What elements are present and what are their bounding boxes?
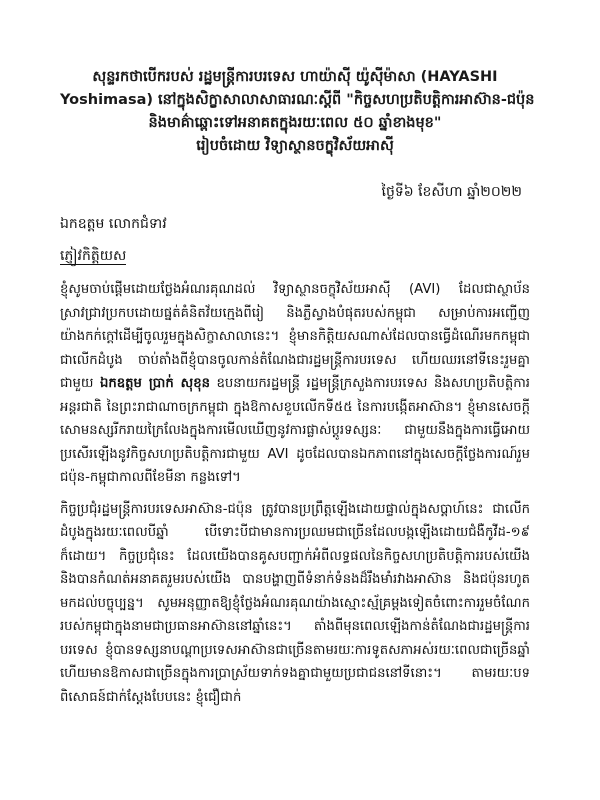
paragraph-1 bbox=[60, 278, 530, 490]
title-line-2: Yoshimasa) នៅក្នុងសិក្ខាសាលាសាធារណៈស្តីពី "កិច្ចសហប្រតិបត្តិការអាស៊ាន-ជប៉ុន bbox=[60, 92, 535, 108]
title-line-3: និងមាគ៌ាឆ្ពោះទៅអនាគតក្នុងរយៈពេល ៥០ ឆ្នាំខាងមុខ" bbox=[148, 115, 442, 131]
paragraph-1-part-1: ខ្ញុំសូមចាប់ផ្តើមដោយថ្លែងអំណរគុណដល់ វិទ្យាស្ថានចក្ខុវិស័យអាស៊ី (AVI) ដែលជាស្ថាប័នស្រាវជ្រាវប្រកបដោយផ្នត់គំនិតវ័យក្មេងពីរៀ និងភ្លឺស្វាងបំផុតរបស់កម្ពុជា សម្រាប់ការអញ្ជើញយ៉ាងកក់ក្តៅដើម្បីចូលរួមក្នុងសិក្ខាសាលានេះ។ ខ្ញុំមានកិត្តិយសណាស់ដែលបានធ្វើដំណើរមកកម្ពុជាជាលើកដំបូង ចាប់តាំងពីខ្ញុំបានចូលកាន់តំណែងជារដ្ឋមន្ត្រីការបរទេស ហើយឈរនៅទីនេះរួមគ្នាជាមួយ bbox=[60, 282, 530, 391]
salutation-guests bbox=[60, 246, 530, 266]
paragraph-1-part-2: ឧបនាយករដ្ឋមន្ត្រី រដ្ឋមន្ត្រីក្រសួងការបរទេស និងសហប្រតិបត្តិការអន្តរជាតិ នៃព្រះរាជាណាចក្រកម្ពុជា ក្នុងឱកាសខួបលើកទី៥៥ នៃការបង្កើតអាស៊ាន។ ខ្ញុំមានសេចក្តីសោមនស្សរីករាយក្រៃលែងក្នុងការមើលឃើញនូវការផ្លាស់ប្តូរទស្សនៈ ជាមួយនឹងក្នុងការធ្វើអោយប្រសើរឡើងនូវកិច្ចសហប្រតិបត្តិការជាមួយ AVI ដូចដែលបានឯកភាពនៅក្នុងសេចក្តីថ្លែងការណ៍រួមជប៉ុន-កម្ពុជាកាលពីខែមីនា កន្លងទៅ។ bbox=[60, 376, 530, 485]
paragraph-2: កិច្ចប្រជុំរដ្ឋមន្ត្រីការបរទេសអាស៊ាន-ជប៉ុន ត្រូវបានប្រព្រឹត្តឡើងដោយផ្ទាល់ក្នុងសប្តាហ៍នេះ ជាលើកដំបូងក្នុងរយៈពេលបីឆ្នាំ បើទោះបីជាមានការប្រឈមជាច្រើនដែលបង្កឡើងដោយជំងឺកូវីដ-១៩ ក៏ដោយ។ កិច្ចប្រជុំនេះ ដែលយើងបានគូសបញ្ជាក់អំពីលទ្ធផលនៃកិច្ចសហប្រតិបត្តិការរបស់យើង និងបានកំណត់អនាគតរួមរបស់យើង បានបង្ហាញពីទំនាក់ទំនងដ៏រឹងមាំរវាងអាស៊ាន និងជប៉ុនរហូតមកដល់បច្ចុប្បន្ន។ សូមអនុញ្ញាតឱ្យខ្ញុំថ្លែងអំណរគុណយ៉ាងស្មោះស្ម័គ្រម្តងទៀតចំពោះការរួមចំណែករបស់កម្ពុជាក្នុងនាមជាប្រធានអាស៊ាននៅឆ្នាំនេះ។ តាំងពីមុនពេលឡើងកាន់តំណែងជារដ្ឋមន្ត្រីការបរទេស ខ្ញុំបានទស្សនាបណ្តាប្រទេសអាស៊ានជាច្រើនតាមរយៈការទូតសភាអស់រយៈពេលជាច្រើនឆ្នាំ ហើយមានឱកាសជាច្រើនក្នុងការប្រាស្រ័យទាក់ទងគ្នាជាមួយប្រជាជននៅទីនោះ។ តាមរយៈបទពិសោធន៍ជាក់ស្តែងបែបនេះ ខ្ញុំជឿជាក់ bbox=[60, 501, 530, 705]
speech-title bbox=[60, 66, 535, 158]
title-line-4: រៀបចំដោយ វិទ្យាស្ថានចក្ខុវិស័យអាស៊ី bbox=[196, 138, 394, 154]
speech-date: ថ្ងៃទី៦ ខែសីហា ឆ្នាំ២០២២ bbox=[381, 184, 522, 200]
salutation-guests-text: ភ្ញៀវកិត្តិយស bbox=[60, 248, 127, 264]
title-line-1: សុន្ទរកថាបើករបស់ រដ្ឋមន្ត្រីការបរទេស ហាយ៉ាស៊ី យ៉ូស៊ីម៉ាសា (HAYASHI bbox=[92, 69, 498, 85]
salutation-excellencies: ឯកឧត្តម លោកជំទាវ bbox=[60, 216, 167, 232]
paragraph-1-bold-name: ឯកឧត្តម ប្រាក់ សុខុន bbox=[100, 376, 210, 391]
